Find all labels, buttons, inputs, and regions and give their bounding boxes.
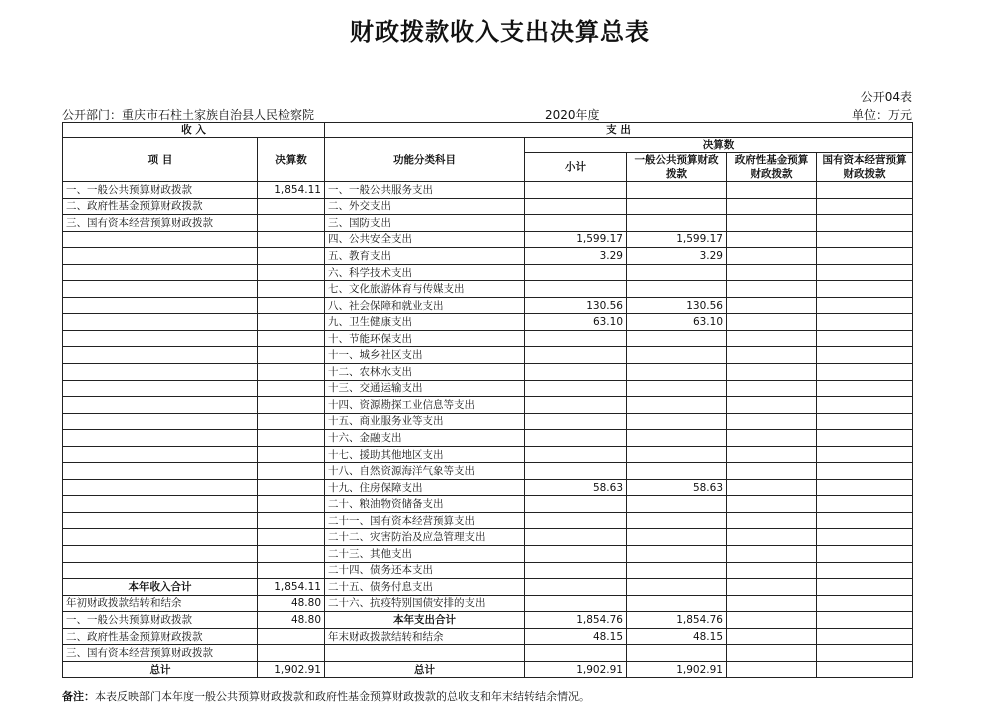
gov-fund-cell: [727, 231, 817, 248]
department-label: 公开部门：重庆市石柱土家族自治县人民检察院: [62, 108, 315, 122]
table-row: [63, 479, 913, 496]
income-item-cell: 总计: [63, 661, 258, 678]
table-row: [63, 347, 913, 364]
table-row: [63, 512, 913, 529]
income-item-cell: [63, 446, 258, 463]
gov-fund-cell: [727, 628, 817, 645]
expense-header: 支 出: [325, 123, 913, 138]
general-budget-cell: [627, 182, 727, 199]
state-capital-cell: [817, 546, 913, 563]
item-header: 项 目: [63, 138, 258, 182]
income-item-cell: [63, 314, 258, 331]
subtotal-cell: 3.29: [525, 248, 627, 265]
gov-fund-cell: [727, 397, 817, 414]
subtotal-cell: [525, 330, 627, 347]
subtotal-header: 小计: [525, 153, 627, 182]
subtotal-cell: [525, 364, 627, 381]
gov-fund-cell: [727, 182, 817, 199]
gov-fund-cell: [727, 529, 817, 546]
gov-fund-cell: [727, 264, 817, 281]
state-capital-cell: [817, 496, 913, 513]
gov-fund-header: 政府性基金预算财政拨款: [727, 153, 817, 182]
function-class-cell: 本年支出合计: [325, 612, 525, 629]
gov-fund-cell: [727, 512, 817, 529]
income-item-cell: [63, 347, 258, 364]
state-capital-cell: [817, 364, 913, 381]
state-capital-cell: [817, 579, 913, 596]
state-capital-cell: [817, 182, 913, 199]
income-amount-cell: [258, 215, 325, 232]
table-row: [63, 463, 913, 480]
income-item-cell: [63, 562, 258, 579]
state-capital-cell: [817, 198, 913, 215]
income-header: 收 入: [63, 123, 325, 138]
income-amount-cell: [258, 628, 325, 645]
general-budget-cell: [627, 645, 727, 662]
income-amount-cell: [258, 463, 325, 480]
subtotal-cell: [525, 281, 627, 298]
subtotal-cell: 1,854.76: [525, 612, 627, 629]
subtotal-cell: [525, 496, 627, 513]
income-item-cell: 二、政府性基金预算财政拨款: [63, 628, 258, 645]
table-row: [63, 579, 913, 596]
subtotal-cell: [525, 529, 627, 546]
state-capital-cell: [817, 248, 913, 265]
header-row-2: [63, 138, 913, 153]
function-class-cell: 十四、资源勘探工业信息等支出: [325, 397, 525, 414]
gov-fund-cell: [727, 297, 817, 314]
function-class-cell: 二、外交支出: [325, 198, 525, 215]
table-row: [63, 314, 913, 331]
gov-fund-cell: [727, 479, 817, 496]
function-class-cell: 三、国防支出: [325, 215, 525, 232]
table-row: [63, 231, 913, 248]
general-budget-cell: [627, 463, 727, 480]
final-amount-header: 决算数: [525, 138, 913, 153]
gov-fund-cell: [727, 579, 817, 596]
state-capital-cell: [817, 264, 913, 281]
subtotal-cell: 1,599.17: [525, 231, 627, 248]
income-item-cell: [63, 496, 258, 513]
state-capital-header: 国有资本经营预算财政拨款: [817, 153, 913, 182]
income-item-cell: [63, 330, 258, 347]
table-row: [63, 182, 913, 199]
function-class-cell: 十九、住房保障支出: [325, 479, 525, 496]
table-row: [63, 281, 913, 298]
table-row: [63, 496, 913, 513]
income-item-cell: 本年收入合计: [63, 579, 258, 596]
general-budget-cell: 58.63: [627, 479, 727, 496]
table-row: [63, 430, 913, 447]
income-item-cell: 三、国有资本经营预算财政拨款: [63, 645, 258, 662]
table-row: [63, 628, 913, 645]
subtotal-cell: [525, 546, 627, 563]
general-budget-cell: [627, 446, 727, 463]
table-row: [63, 562, 913, 579]
function-class-cell: 十一、城乡社区支出: [325, 347, 525, 364]
function-class-cell: 十七、援助其他地区支出: [325, 446, 525, 463]
general-budget-cell: [627, 595, 727, 612]
income-item-cell: [63, 281, 258, 298]
gov-fund-cell: [727, 330, 817, 347]
gov-fund-cell: [727, 496, 817, 513]
income-amount-cell: [258, 264, 325, 281]
gov-fund-cell: [727, 248, 817, 265]
gov-fund-cell: [727, 430, 817, 447]
footnote: [62, 688, 590, 704]
general-budget-cell: [627, 364, 727, 381]
state-capital-cell: [817, 595, 913, 612]
general-budget-cell: [627, 512, 727, 529]
general-budget-cell: [627, 430, 727, 447]
general-budget-cell: 1,854.76: [627, 612, 727, 629]
income-item-cell: [63, 479, 258, 496]
income-item-cell: [63, 512, 258, 529]
income-amount-cell: [258, 364, 325, 381]
income-amount-cell: [258, 248, 325, 265]
function-class-cell: 二十三、其他支出: [325, 546, 525, 563]
page-title: 财政拨款收入支出决算总表: [350, 18, 650, 46]
function-class-cell: 六、科学技术支出: [325, 264, 525, 281]
state-capital-cell: [817, 281, 913, 298]
subtotal-cell: [525, 446, 627, 463]
state-capital-cell: [817, 529, 913, 546]
function-class-cell: 二十二、灾害防治及应急管理支出: [325, 529, 525, 546]
income-item-cell: [63, 546, 258, 563]
gov-fund-cell: [727, 645, 817, 662]
function-class-cell: 二十五、债务付息支出: [325, 579, 525, 596]
function-class-cell: 二十、粮油物资储备支出: [325, 496, 525, 513]
general-budget-cell: 48.15: [627, 628, 727, 645]
state-capital-cell: [817, 562, 913, 579]
function-class-cell: 十二、农林水支出: [325, 364, 525, 381]
general-budget-cell: [627, 579, 727, 596]
income-amount-cell: [258, 645, 325, 662]
table-row: [63, 446, 913, 463]
table-row: [63, 264, 913, 281]
function-class-cell: 九、卫生健康支出: [325, 314, 525, 331]
subtotal-cell: [525, 215, 627, 232]
function-class-cell: 十八、自然资源海洋气象等支出: [325, 463, 525, 480]
income-item-cell: [63, 248, 258, 265]
function-class-cell: 一、一般公共服务支出: [325, 182, 525, 199]
subtotal-cell: [525, 512, 627, 529]
income-amount-cell: [258, 281, 325, 298]
income-item-cell: 一、一般公共预算财政拨款: [63, 612, 258, 629]
income-amount-cell: [258, 380, 325, 397]
income-item-cell: [63, 430, 258, 447]
income-amount-cell: [258, 430, 325, 447]
general-budget-cell: [627, 496, 727, 513]
table-row: [63, 661, 913, 678]
general-budget-cell: [627, 264, 727, 281]
note-label: 备注：: [62, 690, 95, 703]
gov-fund-cell: [727, 364, 817, 381]
table-row: [63, 364, 913, 381]
income-amount-cell: [258, 479, 325, 496]
table-row: [63, 380, 913, 397]
header-row-1: [63, 123, 913, 138]
income-amount-cell: [258, 330, 325, 347]
subtotal-cell: [525, 264, 627, 281]
income-item-cell: 一、一般公共预算财政拨款: [63, 182, 258, 199]
general-budget-cell: [627, 215, 727, 232]
state-capital-cell: [817, 479, 913, 496]
general-budget-cell: 1,902.91: [627, 661, 727, 678]
subtotal-cell: [525, 347, 627, 364]
gov-fund-cell: [727, 546, 817, 563]
subtotal-cell: 63.10: [525, 314, 627, 331]
general-budget-cell: [627, 397, 727, 414]
function-class-cell: 七、文化旅游体育与传媒支出: [325, 281, 525, 298]
subtotal-cell: [525, 595, 627, 612]
subtotal-cell: 1,902.91: [525, 661, 627, 678]
function-class-cell: [325, 645, 525, 662]
gov-fund-cell: [727, 281, 817, 298]
function-class-cell: 二十一、国有资本经营预算支出: [325, 512, 525, 529]
gov-fund-cell: [727, 198, 817, 215]
function-class-cell: 四、公共安全支出: [325, 231, 525, 248]
function-class-cell: 十六、金融支出: [325, 430, 525, 447]
general-budget-cell: [627, 347, 727, 364]
subtotal-cell: 58.63: [525, 479, 627, 496]
gov-fund-cell: [727, 595, 817, 612]
gov-fund-cell: [727, 380, 817, 397]
subtotal-cell: [525, 645, 627, 662]
gov-fund-cell: [727, 347, 817, 364]
table-row: [63, 546, 913, 563]
budget-table: [62, 122, 913, 678]
general-budget-cell: 3.29: [627, 248, 727, 265]
state-capital-cell: [817, 413, 913, 430]
form-number: 公开04表: [860, 90, 912, 104]
state-capital-cell: [817, 314, 913, 331]
unit-label: 单位：万元: [851, 108, 912, 122]
table-row: [63, 397, 913, 414]
income-amount-cell: [258, 231, 325, 248]
function-class-cell: 五、教育支出: [325, 248, 525, 265]
table-row: [63, 595, 913, 612]
income-item-cell: 二、政府性基金预算财政拨款: [63, 198, 258, 215]
subtotal-cell: 130.56: [525, 297, 627, 314]
gov-fund-cell: [727, 661, 817, 678]
income-amount-cell: [258, 512, 325, 529]
income-amount-cell: 48.80: [258, 612, 325, 629]
general-budget-cell: 63.10: [627, 314, 727, 331]
state-capital-cell: [817, 446, 913, 463]
subtotal-cell: [525, 397, 627, 414]
function-class-cell: 总计: [325, 661, 525, 678]
income-amount-cell: 1,854.11: [258, 182, 325, 199]
income-amount-cell: [258, 496, 325, 513]
income-amount-cell: 1,902.91: [258, 661, 325, 678]
function-class-cell: 二十六、抗疫特别国债安排的支出: [325, 595, 525, 612]
income-item-cell: [63, 297, 258, 314]
subtotal-cell: [525, 562, 627, 579]
subtotal-cell: [525, 413, 627, 430]
state-capital-cell: [817, 330, 913, 347]
general-budget-cell: 130.56: [627, 297, 727, 314]
state-capital-cell: [817, 628, 913, 645]
general-budget-cell: [627, 546, 727, 563]
general-budget-cell: [627, 330, 727, 347]
general-budget-cell: 1,599.17: [627, 231, 727, 248]
table-row: [63, 297, 913, 314]
income-item-cell: [63, 397, 258, 414]
state-capital-cell: [817, 612, 913, 629]
gov-fund-cell: [727, 463, 817, 480]
income-item-cell: 年初财政拨款结转和结余: [63, 595, 258, 612]
table-row: [63, 215, 913, 232]
state-capital-cell: [817, 645, 913, 662]
state-capital-cell: [817, 297, 913, 314]
function-class-cell: 十、节能环保支出: [325, 330, 525, 347]
income-amount-cell: [258, 413, 325, 430]
income-item-cell: [63, 264, 258, 281]
state-capital-cell: [817, 215, 913, 232]
note-text: 本表反映部门本年度一般公共预算财政拨款和政府性基金预算财政拨款的总收支和年末结转结余情况。: [95, 690, 590, 703]
income-item-cell: [63, 529, 258, 546]
function-class-cell: 十五、商业服务业等支出: [325, 413, 525, 430]
gov-fund-cell: [727, 446, 817, 463]
income-item-cell: 三、国有资本经营预算财政拨款: [63, 215, 258, 232]
general-budget-cell: [627, 380, 727, 397]
gov-fund-cell: [727, 413, 817, 430]
subtotal-cell: 48.15: [525, 628, 627, 645]
state-capital-cell: [817, 512, 913, 529]
subtotal-cell: [525, 430, 627, 447]
subtotal-cell: [525, 463, 627, 480]
gov-fund-cell: [727, 612, 817, 629]
gov-fund-cell: [727, 215, 817, 232]
income-amount-cell: [258, 297, 325, 314]
general-budget-header: 一般公共预算财政拨款: [627, 153, 727, 182]
income-amount-cell: 48.80: [258, 595, 325, 612]
income-amount-cell: [258, 562, 325, 579]
general-budget-cell: [627, 413, 727, 430]
table-row: [63, 330, 913, 347]
gov-fund-cell: [727, 314, 817, 331]
amount-header: 决算数: [258, 138, 325, 182]
state-capital-cell: [817, 231, 913, 248]
table-row: [63, 529, 913, 546]
income-amount-cell: [258, 546, 325, 563]
subtotal-cell: [525, 182, 627, 199]
table-row: [63, 612, 913, 629]
function-class-cell: 年末财政拨款结转和结余: [325, 628, 525, 645]
state-capital-cell: [817, 430, 913, 447]
table-row: [63, 248, 913, 265]
function-class-header: 功能分类科目: [325, 138, 525, 182]
income-item-cell: [63, 364, 258, 381]
income-amount-cell: [258, 198, 325, 215]
state-capital-cell: [817, 661, 913, 678]
fiscal-year: 2020年度: [545, 108, 600, 122]
table-row: [63, 198, 913, 215]
income-amount-cell: 1,854.11: [258, 579, 325, 596]
subtotal-cell: [525, 198, 627, 215]
state-capital-cell: [817, 463, 913, 480]
general-budget-cell: [627, 198, 727, 215]
subtotal-cell: [525, 579, 627, 596]
income-amount-cell: [258, 347, 325, 364]
table-row: [63, 413, 913, 430]
function-class-cell: 八、社会保障和就业支出: [325, 297, 525, 314]
income-amount-cell: [258, 529, 325, 546]
state-capital-cell: [817, 347, 913, 364]
state-capital-cell: [817, 397, 913, 414]
income-item-cell: [63, 231, 258, 248]
function-class-cell: 十三、交通运输支出: [325, 380, 525, 397]
income-item-cell: [63, 413, 258, 430]
general-budget-cell: [627, 562, 727, 579]
income-amount-cell: [258, 446, 325, 463]
table-row: [63, 645, 913, 662]
general-budget-cell: [627, 529, 727, 546]
state-capital-cell: [817, 380, 913, 397]
income-amount-cell: [258, 314, 325, 331]
subtotal-cell: [525, 380, 627, 397]
gov-fund-cell: [727, 562, 817, 579]
function-class-cell: 二十四、债务还本支出: [325, 562, 525, 579]
income-item-cell: [63, 380, 258, 397]
income-amount-cell: [258, 397, 325, 414]
income-item-cell: [63, 463, 258, 480]
general-budget-cell: [627, 281, 727, 298]
